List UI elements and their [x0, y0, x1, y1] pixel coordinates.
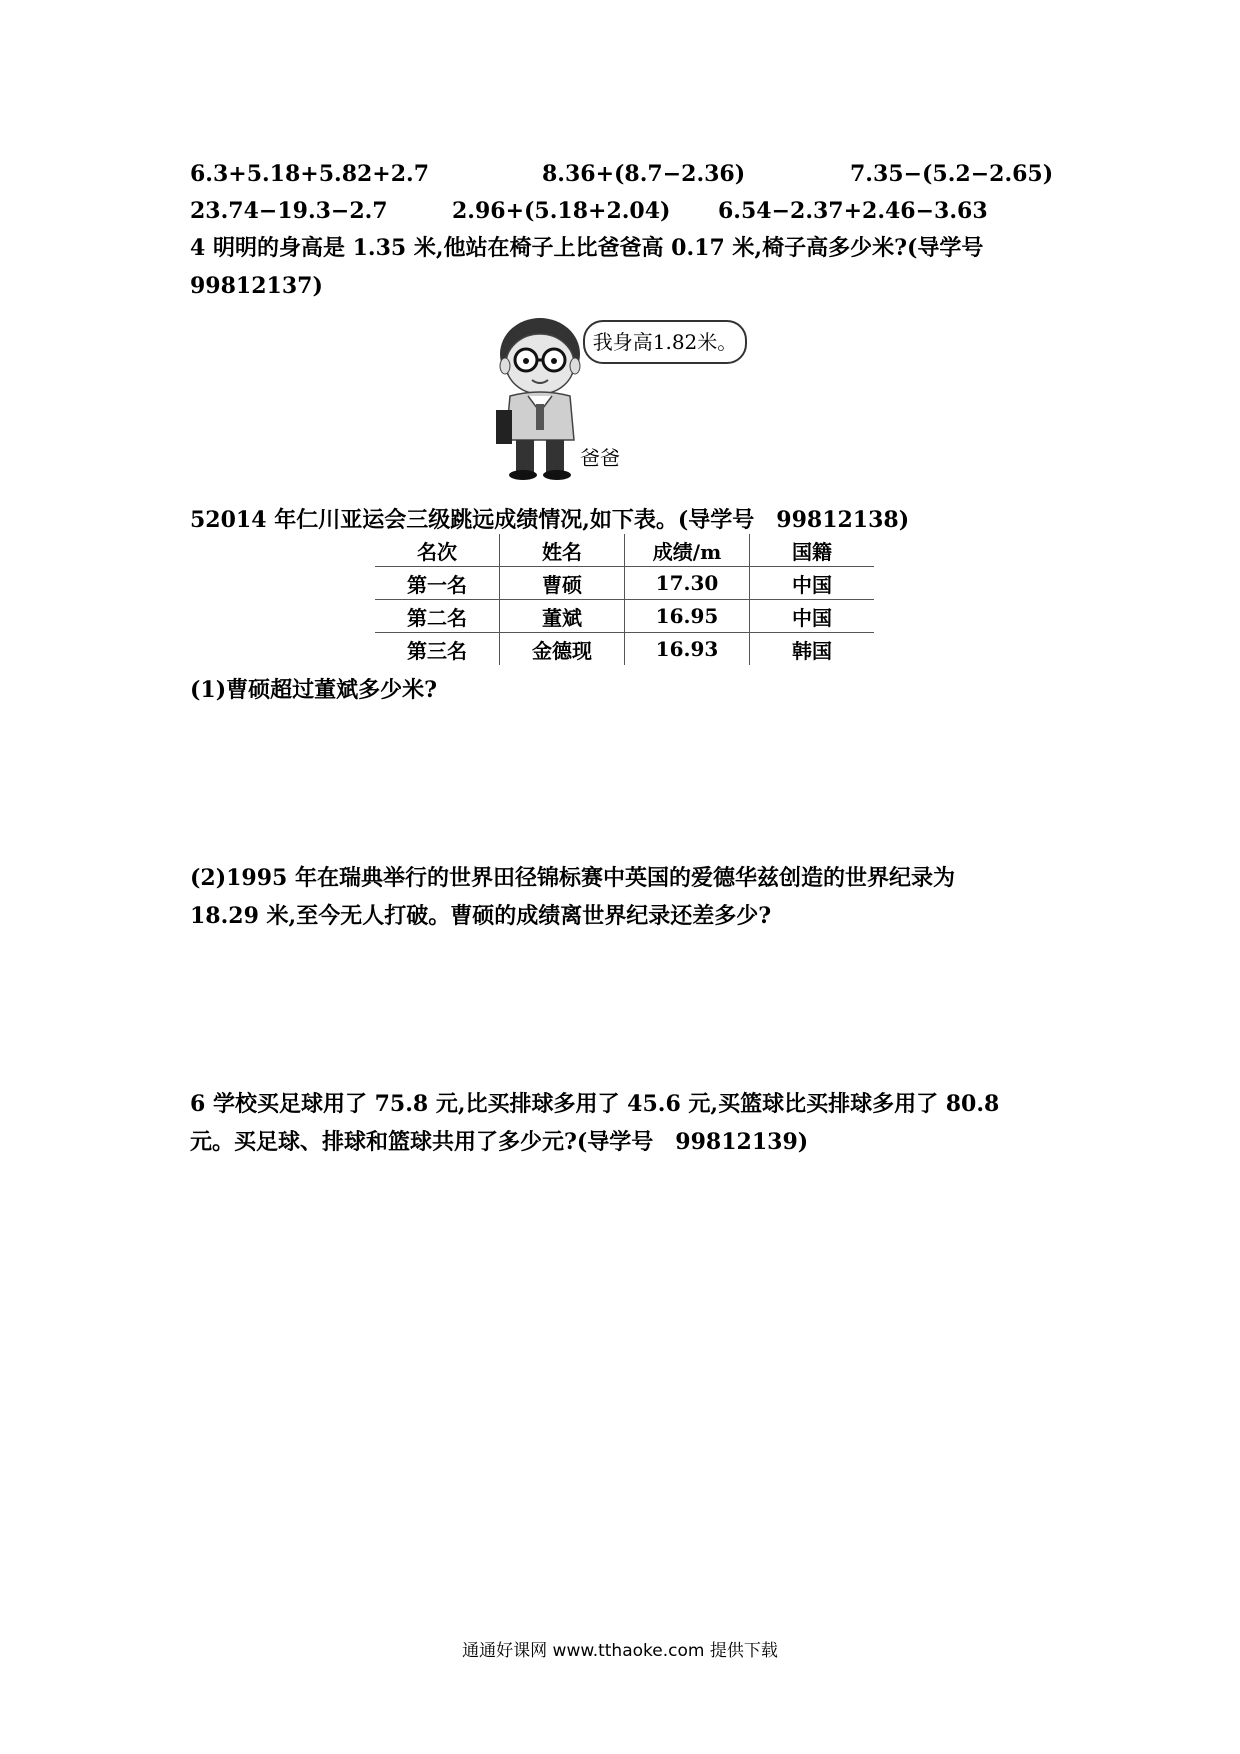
question-4-line-2: 99812137): [190, 273, 323, 299]
question-5-sub-1: (1)曹硕超过董斌多少米?: [190, 677, 438, 703]
question-6-line-1: 6 学校买足球用了 75.8 元,比买排球多用了 45.6 元,买篮球比买排球多用了 80.8: [190, 1091, 1000, 1117]
dad-caption: 爸爸: [580, 446, 620, 470]
dad-illustration: [488, 312, 758, 482]
speech-bubble: 我身高1.82米。: [583, 320, 747, 364]
table-cell: 董斌: [500, 600, 625, 633]
expression-4: 23.74−19.3−2.7: [190, 198, 388, 224]
table-cell: 金德现: [500, 633, 625, 666]
table-header-cell: 姓名: [500, 534, 625, 567]
question-4-line-1: 4 明明的身高是 1.35 米,他站在椅子上比爸爸高 0.17 米,椅子高多少米?(导学号: [190, 235, 984, 261]
question-5-sub-2-line-1: (2)1995 年在瑞典举行的世界田径锦标赛中英国的爱德华兹创造的世界纪录为: [190, 865, 956, 891]
table-header-row: [375, 534, 874, 567]
question-5-sub-2-line-2: 18.29 米,至今无人打破。曹硕的成绩离世界纪录还差多少?: [190, 903, 772, 929]
table-cell: 第三名: [407, 638, 467, 663]
table-row: [375, 600, 874, 633]
expression-6: 6.54−2.37+2.46−3.63: [718, 198, 988, 224]
question-5-title: 52014 年仁川亚运会三级跳远成绩情况,如下表。(导学号 99812138): [190, 507, 910, 533]
expression-5: 2.96+(5.18+2.04): [452, 198, 671, 224]
table-cell: 16.95: [625, 600, 750, 633]
question-6-line-2: 元。买足球、排球和篮球共用了多少元?(导学号 99812139): [190, 1129, 809, 1155]
table-cell: 16.93: [625, 633, 750, 666]
table-row: [375, 567, 874, 600]
footer-credit: 通通好课网 www.tthaoke.com 提供下载: [462, 1641, 778, 1661]
expression-3: 7.35−(5.2−2.65): [850, 161, 1054, 187]
table-header-cell: 国籍: [750, 534, 875, 567]
table-cell: 韩国: [750, 633, 875, 666]
table-cell: 曹硕: [500, 567, 625, 600]
table-cell: 中国: [750, 567, 875, 600]
table-cell: 第一名: [375, 567, 500, 600]
table-header-cell: 成绩/m: [625, 534, 750, 567]
table-header-cell: 名次: [375, 534, 500, 567]
table-cell: 第二名: [375, 600, 500, 633]
expression-2: 8.36+(8.7−2.36): [542, 161, 746, 187]
table-cell: 17.30: [625, 567, 750, 600]
triple-jump-table: [375, 534, 874, 665]
table-row: [375, 633, 874, 666]
table-cell: 中国: [750, 600, 875, 633]
expression-1: 6.3+5.18+5.82+2.7: [190, 161, 430, 187]
